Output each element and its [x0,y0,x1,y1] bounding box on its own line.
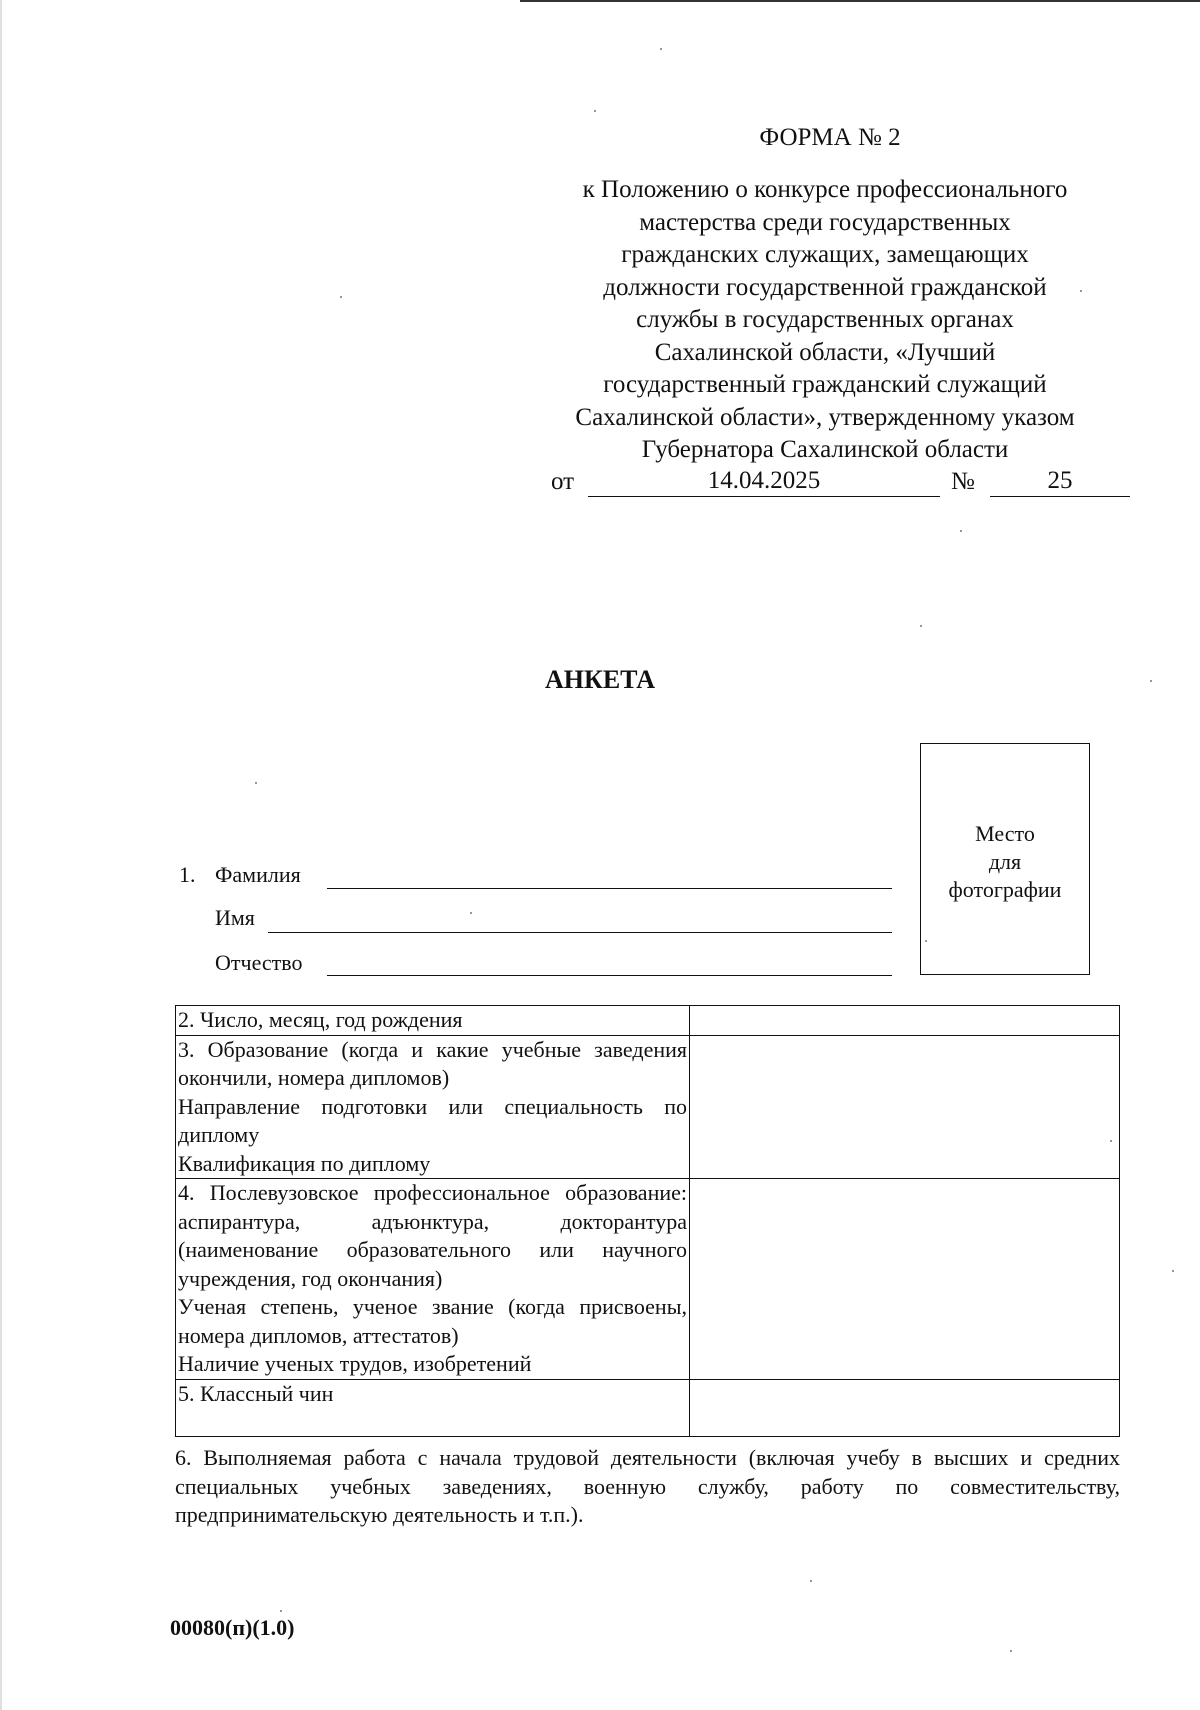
scan-speck [1080,290,1082,292]
table-row [176,1179,1120,1380]
scan-speck [1110,1140,1112,1142]
approval-line: к Положению о конкурсе профессионального [582,176,1068,203]
row-label-text: Квалификация по диплому [178,1150,431,1176]
decree-number: 25 [990,466,1130,497]
scan-speck [925,940,927,942]
name-label: Имя [215,905,255,930]
scan-speck [255,782,257,784]
table-row [176,1379,1120,1436]
row-label [176,1006,690,1036]
scan-speck [470,912,472,914]
row-label-text: 2. Число, месяц, год рождения [178,1007,463,1032]
patronymic-label: Отчество [215,950,303,975]
approval-line: Губернатора Сахалинской области [641,436,1009,463]
surname-label: Фамилия [215,862,301,887]
scan-speck [1172,1270,1174,1272]
row-label-text: Направление подготовки или специальность по диплому [178,1093,687,1147]
photo-label-line: фотографии [948,877,1062,902]
photo-label-line: для [988,849,1022,874]
document-code: 00080(п)(1.0) [170,1615,295,1640]
item-number-1: 1. [179,862,196,887]
row-label-text: 4. Послевузовское профессиональное образование: аспирантура, адъюнктура, докторантура (наименование образовательного или научного учреждения, год окончания) [178,1180,687,1291]
photo-label [921,820,1089,904]
row-label [176,1379,690,1436]
scan-speck [280,1610,282,1612]
scan-speck [1150,680,1152,682]
table-row [176,1035,1120,1179]
answer-cell[interactable] [690,1179,1120,1380]
photo-placeholder [920,743,1090,975]
number-label: № [951,468,975,495]
approval-line: гражданских служащих, замещающих [621,241,1029,268]
scan-speck [340,296,342,298]
row-label-text: Наличие ученых трудов, изобретений [178,1351,532,1376]
form-title: ФОРМА № 2 [759,124,901,151]
scan-speck [594,110,596,112]
scan-speck [920,625,922,627]
name-field[interactable] [268,930,892,933]
scan-top-border [520,0,1200,2]
row-label [176,1179,690,1380]
approval-line: службы в государственных органах [636,306,1014,333]
approval-reference [540,174,1110,467]
answer-cell[interactable] [690,1006,1120,1036]
decree-date: 14.04.2025 [588,466,940,497]
scan-speck [960,530,962,532]
scan-speck [810,1580,812,1582]
scan-left-edge [0,0,2,1710]
approval-line: Сахалинской области», утвержденному указом [575,403,1075,431]
scan-speck [1010,1650,1012,1652]
patronymic-field[interactable] [327,973,892,976]
scan-speck [660,48,662,50]
approval-line: Сахалинской области, «Лучший [654,338,996,366]
from-label: от [551,468,575,495]
page-title: АНКЕТА [544,665,656,694]
row-label-text: 5. Классный чин [178,1380,334,1406]
row-label [176,1035,690,1179]
row-label-text: 3. Образование (когда и какие учебные заведения окончили, номера дипломов) [178,1036,687,1090]
answer-cell[interactable] [690,1379,1120,1436]
questionnaire-table [175,1005,1120,1437]
approval-line: мастерства среди государственных [639,208,1011,236]
surname-field[interactable] [327,886,892,889]
section-6-text: 6. Выполняемая работа с начала трудовой деятельности (включая учебу в высших и средних специальных учебных заведениях, военную службу, работу по совместительству, предпринимательскую деятельность и т.п.). [175,1445,1120,1527]
answer-cell[interactable] [690,1035,1120,1179]
approval-line: государственный гражданский служащий [603,371,1047,398]
table-row [176,1006,1120,1036]
approval-line: должности государственной гражданской [603,273,1047,301]
row-label-text: Ученая степень, ученое звание (когда присвоены, номера дипломов, аттестатов) [178,1294,687,1348]
photo-label-line: Место [975,821,1035,846]
